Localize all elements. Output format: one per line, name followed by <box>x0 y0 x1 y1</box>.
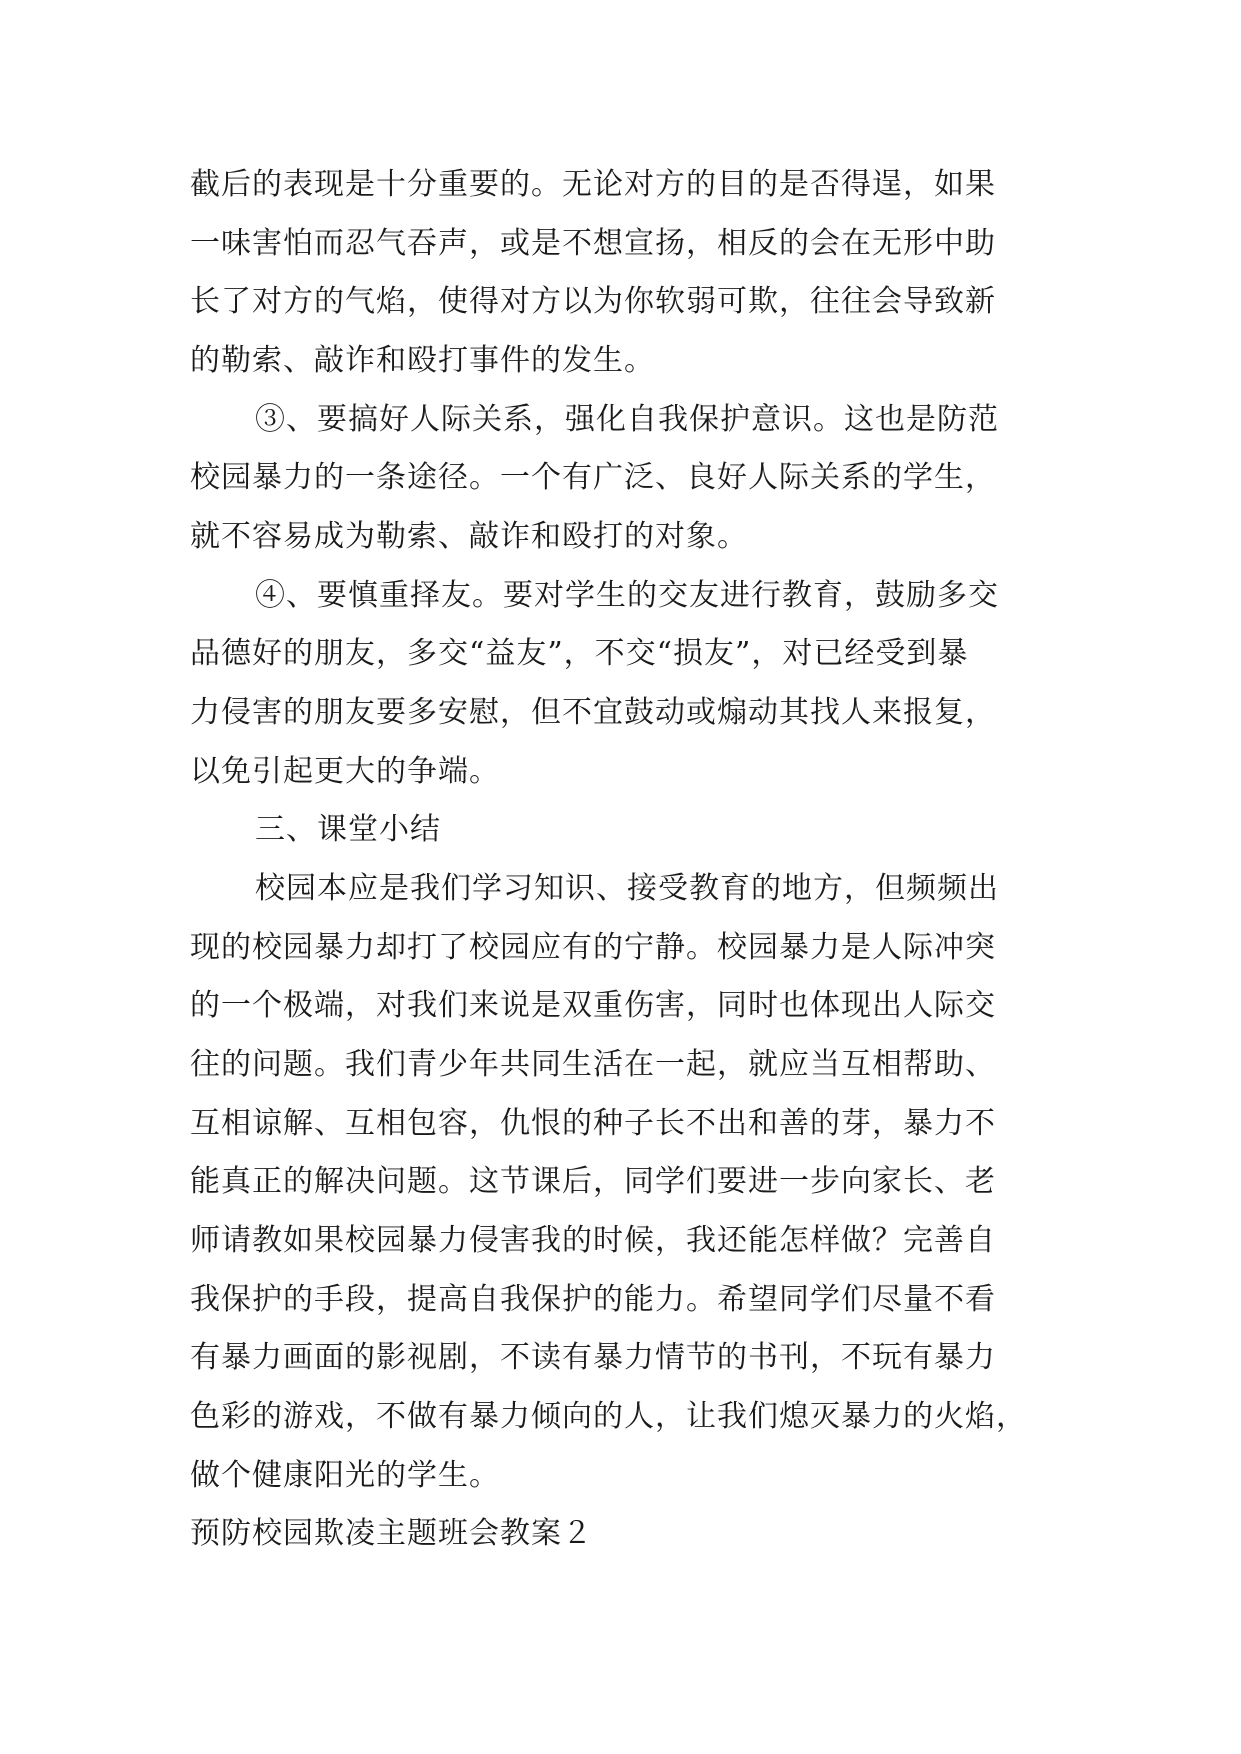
body-text-line: 校园暴力的一条途径。一个有广泛、良好人际关系的学生， <box>190 460 996 495</box>
body-text-line: 一味害怕而忍气吞声，或是不想宣扬，相反的会在无形中助 <box>190 226 996 261</box>
body-text-line: 力侵害的朋友要多安慰，但不宜鼓动或煽动其找人来报复， <box>190 695 996 730</box>
body-text-line: 互相谅解、互相包容，仇恨的种子长不出和善的芽，暴力不 <box>190 1106 996 1141</box>
body-text-line: 现的校园暴力却打了校园应有的宁静。校园暴力是人际冲突 <box>190 930 996 965</box>
body-text-line: 我保护的手段，提高自我保护的能力。希望同学们尽量不看 <box>190 1282 996 1317</box>
section-heading: 三、课堂小结 <box>255 812 441 847</box>
body-text-line: 就不容易成为勒索、敲诈和殴打的对象。 <box>190 519 748 554</box>
body-text-line: 的勒索、敲诈和殴打事件的发生。 <box>190 343 655 378</box>
body-text-line: 师请教如果校园暴力侵害我的时候，我还能怎样做？完善自 <box>190 1223 996 1258</box>
body-text-line: 的一个极端，对我们来说是双重伤害，同时也体现出人际交 <box>190 988 996 1023</box>
body-text-line: 截后的表现是十分重要的。无论对方的目的是否得逞，如果 <box>190 167 996 202</box>
body-text-line: 以免引起更大的争端。 <box>190 754 500 789</box>
body-text-line: 色彩的游戏，不做有暴力倾向的人，让我们熄灭暴力的火焰， <box>190 1399 1027 1434</box>
body-text-line: ④、要慎重择友。要对学生的交友进行教育，鼓励多交 <box>255 578 999 613</box>
body-text-line: ③、要搞好人际关系，强化自我保护意识。这也是防范 <box>255 402 999 437</box>
body-text-line: 有暴力画面的影视剧，不读有暴力情节的书刊，不玩有暴力 <box>190 1340 996 1375</box>
body-text-line: 品德好的朋友，多交“益友”，不交“损友”，对已经受到暴 <box>190 636 969 671</box>
body-text-line: 能真正的解决问题。这节课后，同学们要进一步向家长、老 <box>190 1164 996 1199</box>
body-text-line: 校园本应是我们学习知识、接受教育的地方，但频频出 <box>255 871 999 906</box>
document-title: 预防校园欺凌主题班会教案２ <box>190 1516 593 1551</box>
body-text-line: 往的问题。我们青少年共同生活在一起，就应当互相帮助、 <box>190 1047 996 1082</box>
body-text-line: 做个健康阳光的学生。 <box>190 1458 500 1493</box>
body-text-line: 长了对方的气焰，使得对方以为你软弱可欺，往往会导致新 <box>190 284 996 319</box>
